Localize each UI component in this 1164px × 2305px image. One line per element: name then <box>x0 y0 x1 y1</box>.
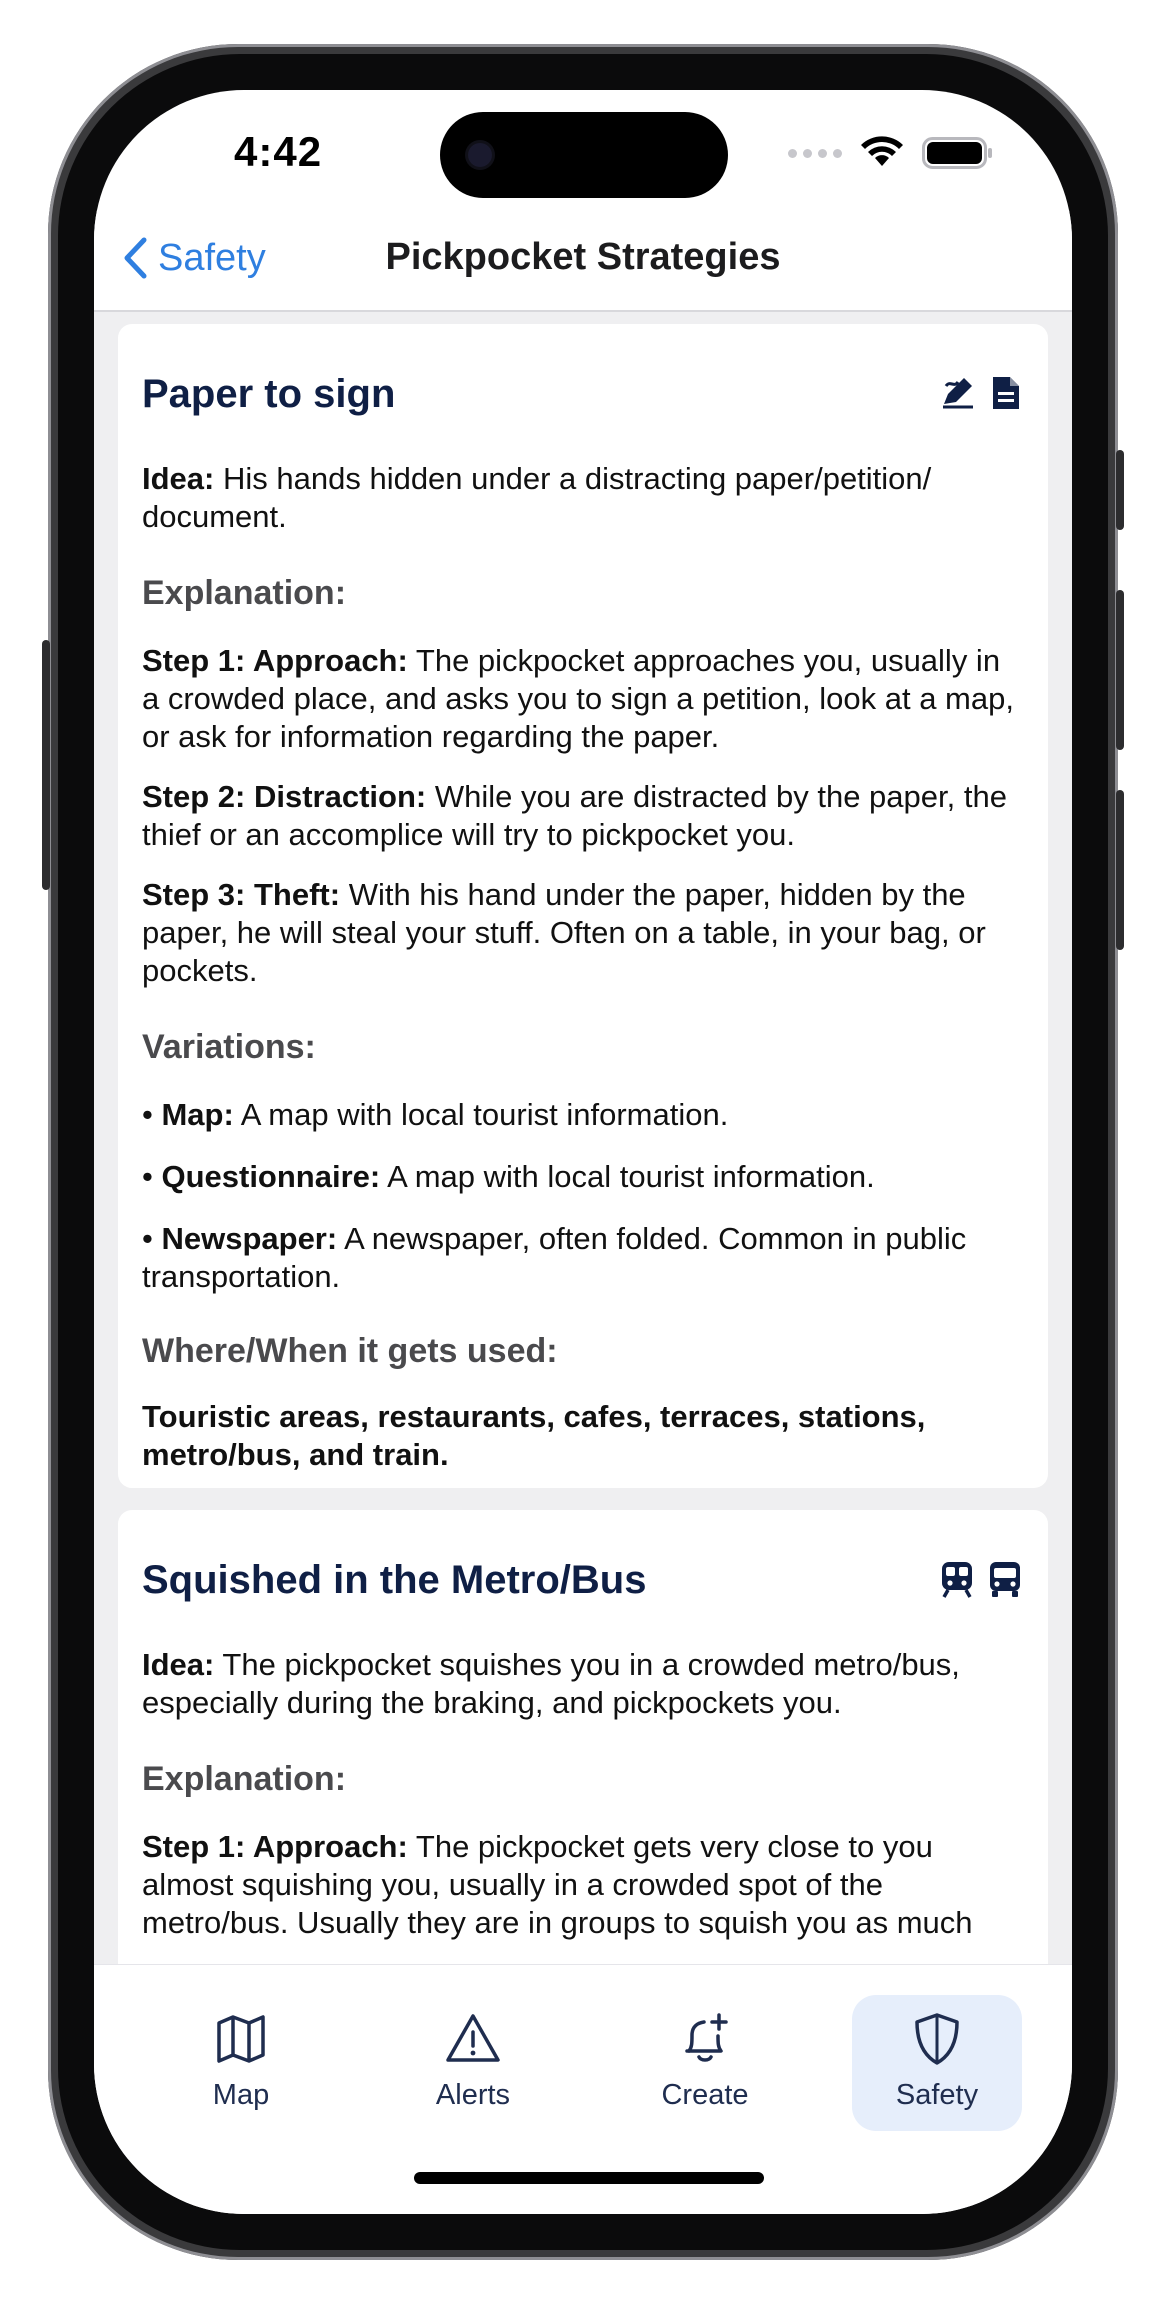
screen <box>94 90 1072 2214</box>
card-icons <box>940 374 1022 412</box>
tab-label: Safety <box>895 2079 979 2111</box>
card-title: Squished in the Metro/Bus <box>142 1558 647 1602</box>
strategy-card-paper <box>118 324 1048 1488</box>
status-icons <box>788 136 994 170</box>
variation-item: • Questionnaire: A map with local tourist information. <box>142 1159 875 1194</box>
tab-safety[interactable] <box>852 1995 1022 2131</box>
tab-label: Map <box>212 2079 270 2111</box>
where-text: Touristic areas, restaurants, cafes, terraces, stations, metro/bus, and train. <box>142 1399 926 1472</box>
bell-plus-icon <box>677 2011 733 2067</box>
where-heading: Where/When it gets used: <box>142 1332 558 1370</box>
dynamic-island <box>440 112 728 198</box>
navigation-bar <box>94 210 1072 312</box>
train-icon <box>940 1560 974 1598</box>
page-title: Pickpocket Strategies <box>385 236 781 278</box>
variations-heading: Variations: <box>142 1028 316 1066</box>
document-icon <box>990 374 1022 412</box>
power-button <box>1116 790 1124 950</box>
tab-label: Alerts <box>435 2079 511 2111</box>
map-icon <box>215 2011 267 2067</box>
step-2: Step 2: Distraction: While you are distracted by the paper, the thief or an accomplice will try to pickpocket you. <box>142 779 1007 852</box>
tab-create[interactable] <box>620 1995 790 2131</box>
home-indicator[interactable] <box>414 2172 764 2184</box>
wifi-icon <box>860 136 904 170</box>
side-button <box>1116 590 1124 750</box>
idea-text: Idea: His hands hidden under a distracting paper/petition/ document. <box>142 461 932 534</box>
variation-item: • Map: A map with local tourist information. <box>142 1097 729 1132</box>
step-3: Step 3: Theft: With his hand under the paper, hidden by the paper, he will steal your stuff. Often on a table, in your bag, or pockets. <box>142 877 986 988</box>
status-bar <box>94 90 1072 210</box>
scroll-content[interactable] <box>94 312 1072 2064</box>
card-icons <box>940 1560 1022 1598</box>
cellular-signal-icon <box>788 149 842 158</box>
bus-icon <box>988 1560 1022 1598</box>
tab-label: Create <box>661 2079 749 2111</box>
back-label: Safety <box>158 236 266 279</box>
shield-icon <box>913 2011 961 2067</box>
explanation-heading: Explanation: <box>142 1760 347 1798</box>
signature-icon <box>940 374 976 410</box>
step-1: Step 1: Approach: The pickpocket approaches you, usually in a crowded place, and asks you to sign a petition, look at a map, or ask for information regarding the paper. <box>142 643 1014 754</box>
action-button <box>1116 450 1124 530</box>
alert-triangle-icon <box>445 2011 501 2067</box>
tab-map[interactable] <box>156 1995 326 2131</box>
step-1: Step 1: Approach: The pickpocket gets very close to you almost squishing you, usually in a crowded spot of the metro/bus. Usually they are in groups to squish you as much <box>142 1829 973 1940</box>
volume-button <box>42 640 50 890</box>
camera-icon <box>468 143 492 167</box>
status-time: 4:42 <box>234 128 323 175</box>
explanation-heading: Explanation: <box>142 574 347 612</box>
idea-text: Idea: The pickpocket squishes you in a crowded metro/bus, especially during the braking, and pickpockets you. <box>142 1647 960 1720</box>
tab-alerts[interactable] <box>388 1995 558 2131</box>
battery-icon <box>922 136 994 170</box>
card-title: Paper to sign <box>142 372 396 416</box>
variation-item: • Newspaper: A newspaper, often folded. Common in public transportation. <box>142 1221 967 1294</box>
